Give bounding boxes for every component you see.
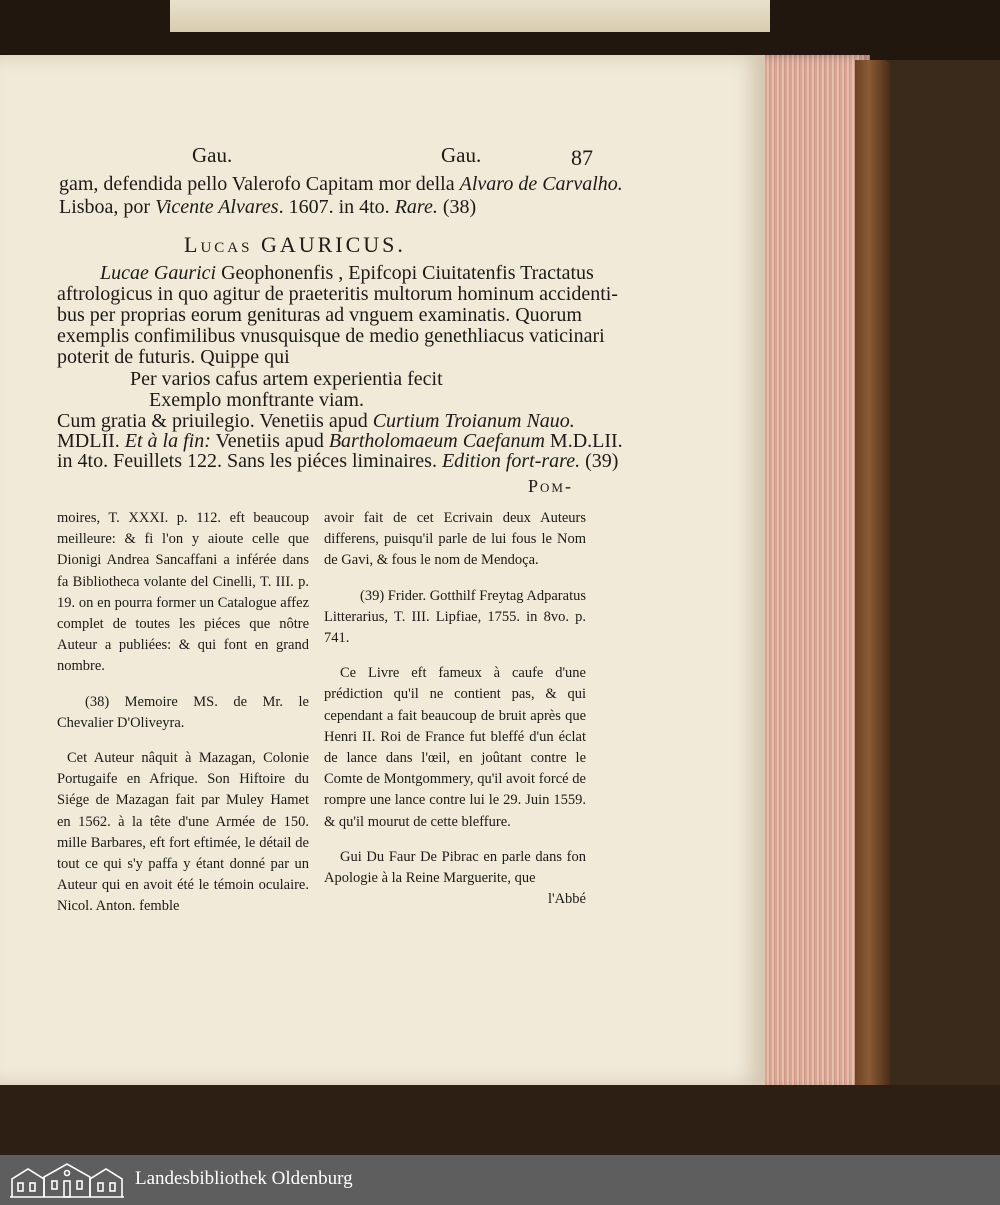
library-building-icon <box>8 1161 126 1199</box>
footnote-38: (38) Memoire MS. de Mr. le Chevalier D'Oliveyra. <box>57 693 309 731</box>
footnote-column-right <box>324 508 586 910</box>
text-line: Lisboa, por Vicente Alvares. 1607. in 4to. Rare. (38) <box>59 196 477 218</box>
footnote-column-left <box>57 508 309 918</box>
footnote-paragraph: avoir fait de cet Ecrivain deux Auteurs differens, puisqu'il parle de lui fous le Nom de Gavi, & fous le nom de Mendoça. <box>324 510 586 569</box>
verse-line: Per varios cafus artem experientia fecit <box>130 368 443 390</box>
footnote-paragraph: moires, T. XXXI. p. 112. eft beaucoup meilleure: & fi l'on y aioute celle que Dionigi Andrea Sancaffani a inférée dans fa Bibliotheca volante del Cinelli, T. III. p. 19. on en pourra former un Catalogue affez complet de toutes les piéces que nôtre Auteur a publiées: & qui font en grand nombre. <box>57 510 309 675</box>
text-line: aftrologicus in quo agitur de praeteritis multorum hominum accidenti- <box>57 283 618 305</box>
library-name: Landesbibliothek Oldenburg <box>135 1168 353 1189</box>
footnote-paragraph: Cet Auteur nâquit à Mazagan, Colonie Portugaife en Afrique. Son Hiftoire du Siége de Mazagan fait par Muley Hamet en 1562. à la tête d'une Armée de 150. mille Barbares, eft fort eftimée, le détail de tout ce qui s'y paffa y étant donné par un Auteur qui en avoit été le témoin oculaire. Nicol. Anton. femble <box>57 750 309 915</box>
footnote-39: (39) Frider. Gotthilf Freytag Adparatus Litterarius, T. III. Lipfiae, 1755. in 8vo. p. 741. <box>324 587 586 647</box>
text-line: poterit de futuris. Quippe qui <box>57 346 290 368</box>
book-cover <box>855 60 890 1090</box>
book-page-edges <box>760 55 870 1090</box>
page-number: 87 <box>571 145 593 170</box>
entry-heading: Lucas GAURICUS. <box>184 232 406 257</box>
running-head-center: Gau. <box>441 143 482 167</box>
text-line: Lucae Gaurici Geophonenfis , Epifcopi Ciuitatenfis Tractatus <box>100 262 594 284</box>
running-head-left: Gau. <box>192 143 233 167</box>
imprint-line: MDLII. Et à la fin: Venetiis apud Bartholomaeum Caefanum M.D.LII. <box>57 430 623 452</box>
text-line: gam, defendida pello Valerofo Capitam mor della Alvaro de Carvalho. <box>59 173 623 195</box>
previous-page-edge <box>170 0 770 32</box>
footnote-paragraph: Ce Livre eft fameux à caufe d'une prédiction qu'il ne contient pas, & qui cependant a fait beaucoup de bruit après que Henri II. Roi de France fut bleffé d'un éclat de lance dans l'œil, en joûtant contre le Comte de Montgommery, qu'il avoit forcé de rompre une lance contre lui le 29. Juin 1559. & qu'il mourut de cette bleffure. <box>324 665 586 830</box>
text-line: bus per proprias eorum genituras ad vnguem examinatis. Quorum <box>57 304 582 326</box>
catchword: Pom- <box>528 476 573 496</box>
verse-line: Exemplo monftrante viam. <box>149 389 364 411</box>
footer-bar <box>0 1155 1000 1205</box>
text-line: exemplis confimilibus vnusquisque de medio genethliacus vaticinari <box>57 325 605 347</box>
background-bottom <box>0 1085 1000 1155</box>
imprint-line: Cum gratia & priuilegio. Venetiis apud Curtium Troianum Nauo. <box>57 410 575 432</box>
imprint-line: in 4to. Feuillets 122. Sans les piéces liminaires. Edition fort-rare. (39) <box>57 450 619 472</box>
footnote-paragraph: Gui Du Faur De Pibrac en parle dans fon Apologie à la Reine Marguerite, que <box>324 848 586 887</box>
catchword-footnote: l'Abbé <box>547 891 586 908</box>
